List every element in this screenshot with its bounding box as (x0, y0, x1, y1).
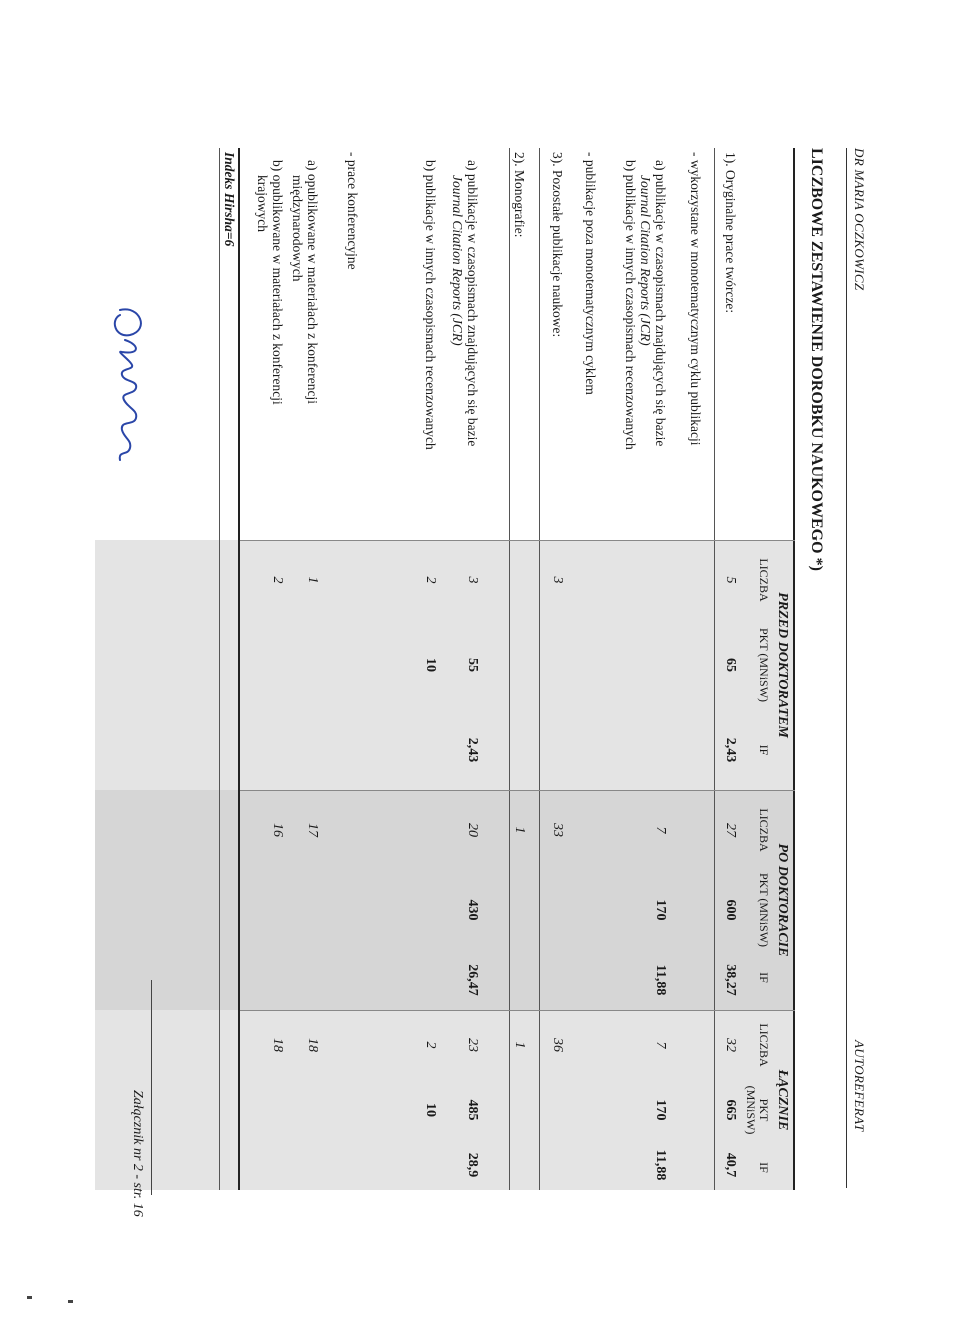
rule-after-section-2 (509, 148, 510, 1190)
cell-total-count: 23 (465, 1038, 480, 1052)
row-label-international-conferences: a) opublikowane w materiałach z konferencji (305, 160, 320, 405)
cell-after-count: 16 (270, 823, 285, 837)
cell-total-points: 10 (423, 1103, 438, 1117)
footer-bottom-rule (219, 148, 220, 1190)
cell-before-points: 55 (465, 658, 480, 672)
journal-citation-reports-text: Journal Citation Reports (JCR) (638, 175, 653, 346)
document-type-header: AUTOREFERAT (852, 1040, 867, 1132)
cell-before-count: 2 (423, 576, 438, 584)
cell-total-points: 170 (653, 1099, 668, 1121)
cell-total-count: 32 (723, 1038, 738, 1052)
total-shading (95, 1010, 795, 1190)
table-bottom-rule (238, 148, 240, 1190)
cell-before-count: 1 (305, 576, 320, 584)
header-bottom-rule (714, 148, 715, 1190)
page-footer-rule (151, 980, 152, 1195)
cell-after-points: 600 (723, 899, 738, 921)
row-label-other-reviewed-cycle: b) publikacje w innych czasopismach recenzowanych (623, 160, 638, 450)
author-header: DR MARIA OCZKOWICZ (852, 148, 867, 291)
cell-before-count: 3 (550, 576, 565, 584)
row-label-original-works: 1). Oryginalne prace twórcze: (723, 152, 738, 314)
cell-total-count: 1 (512, 1041, 527, 1049)
cell-before-count: 5 (723, 576, 738, 584)
cell-total-count: 36 (550, 1038, 565, 1052)
row-label-jcr-cycle-cont (638, 175, 653, 346)
cell-after-if: 38,27 (723, 964, 738, 996)
subheader-count: LICZBA (757, 808, 771, 852)
subheader-if: IF (757, 1162, 771, 1173)
rule-after-section-1 (539, 148, 540, 1190)
scan-mark (68, 1300, 73, 1303)
row-label-other-publications: 3). Pozostałe publikacje naukowe: (550, 152, 565, 338)
cell-total-if: 11,88 (653, 1149, 668, 1181)
row-label-outside-cycle: - publikacje poza monotematycznym cyklem (583, 152, 598, 395)
before-doctorate-shading (95, 540, 795, 790)
cell-before-points: 65 (723, 658, 738, 672)
group-header-total: ŁĄCZNIE (775, 1069, 790, 1131)
cell-total-count: 2 (423, 1041, 438, 1049)
handwritten-signature (100, 300, 160, 480)
document-title: LICZBOWE ZESTAWIENIE DOROBKU NAUKOWEGO *) (808, 148, 825, 571)
column-divider (240, 1010, 795, 1011)
row-label-jcr-outside: a) publikacje w czasopismach znajdujących się bazie (465, 160, 480, 447)
cell-before-if: 2,43 (465, 737, 480, 763)
row-label-international-conferences-cont: międzynarodowych (290, 175, 305, 282)
cell-before-count: 2 (270, 576, 285, 584)
cell-after-count: 1 (512, 826, 527, 834)
row-label-monographs: 2). Monografie: (512, 152, 527, 238)
subheader-count: LICZBA (757, 1023, 771, 1067)
cell-after-count: 17 (305, 823, 320, 837)
header-divider (846, 148, 847, 1188)
row-label-jcr-cycle: a) publikacje w czasopismach znajdujących się bazie (653, 160, 668, 447)
journal-citation-reports-text: Journal Citation Reports (JCR) (450, 175, 465, 346)
cell-before-if: 2,43 (723, 737, 738, 763)
cell-total-count: 7 (653, 1041, 668, 1049)
cell-total-if: 28,9 (465, 1152, 480, 1178)
cell-after-if: 11,88 (653, 964, 668, 996)
subheader-if: IF (757, 972, 771, 983)
row-label-national-conferences-cont: krajowych (255, 175, 270, 232)
column-divider (240, 790, 795, 791)
cell-before-count: 3 (465, 576, 480, 584)
column-divider (240, 540, 795, 541)
cell-after-points: 430 (465, 899, 480, 921)
row-label-other-reviewed-outside: b) publikacje w innych czasopismach recenzowanych (423, 160, 438, 450)
cell-after-if: 26,47 (465, 964, 480, 996)
subheader-count: LICZBA (757, 558, 771, 602)
cell-after-points: 170 (653, 899, 668, 921)
after-doctorate-shading (95, 790, 795, 1010)
hirsch-index: Indeks Hirsha=6 (222, 152, 237, 247)
table-top-rule (793, 148, 795, 1190)
cell-total-count: 18 (270, 1038, 285, 1052)
subheader-if: IF (757, 744, 771, 756)
cell-after-count: 33 (550, 823, 565, 837)
scan-mark (27, 1296, 32, 1299)
row-label-monothematic-cycle: - wykorzystane w monotematycznym cyklu publikacji (688, 152, 703, 446)
cell-before-points: 10 (423, 658, 438, 672)
cell-after-count: 27 (723, 823, 738, 837)
group-header-before-doctorate: PRZED DOKTORATEM (775, 592, 790, 738)
page-footer: Załącznik nr 2 - str. 16 (130, 1090, 145, 1217)
subheader-points: PKT (MNiSW) (757, 627, 771, 703)
cell-total-count: 18 (305, 1038, 320, 1052)
cell-total-if: 40,7 (723, 1152, 738, 1178)
subheader-points: PKT (MNiSW) (744, 1085, 771, 1135)
row-label-jcr-outside-cont (450, 175, 465, 346)
row-label-national-conferences: b) opublikowane w materiałach z konferencji (270, 160, 285, 405)
cell-total-points: 665 (723, 1099, 738, 1121)
cell-after-count: 7 (653, 826, 668, 834)
group-header-after-doctorate: PO DOKTORACIE (775, 843, 790, 957)
cell-after-count: 20 (465, 823, 480, 837)
row-label-conference-papers: - prace konferencyjne (345, 152, 360, 270)
subheader-points: PKT (MNiSW) (757, 872, 771, 948)
cell-total-points: 485 (465, 1099, 480, 1121)
